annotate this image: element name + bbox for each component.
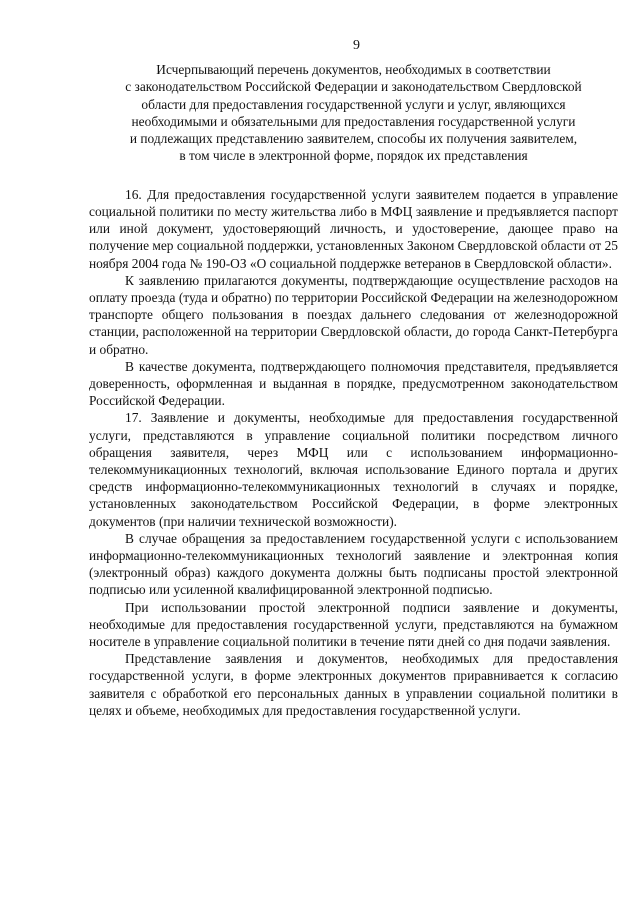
paragraph-representative: В качестве документа, подтверждающего полномочия представителя, предъявляется доверенность, оформленная и выданная в порядке, предусмотренном законодательством Российской Федерации. [89, 358, 618, 409]
heading-line: необходимыми и обязательными для предоставления государственной услуги [131, 113, 576, 129]
paragraph-personal-data-consent: Представление заявления и документов, необходимых для предоставления государственной услуги, в форме электронных документов приравнивается к согласию заявителя с обработкой его персональных данных в управлении социальной политики в целях и объеме, необходимых для предоставления государственной услуги. [89, 651, 618, 718]
paragraph-simple-signature: При использовании простой электронной подписи заявление и документы, необходимые для предоставления государственной услуги, представляются на бумажном носителе в управление социальной политики в течение пяти дней со дня подачи заявления. [89, 599, 618, 650]
paragraph-attachments: К заявлению прилагаются документы, подтверждающие осуществление расходов на оплату проезда (туда и обратно) по территории Российской Федерации на железнодорожном транспорте общего пользования в поездах дальнего следования от железнодорожной станции, расположенной на территории Свердловской области, до города Санкт-Петербурга и обратно. [89, 272, 618, 357]
paragraph-16: 16. Для предоставления государственной услуги заявителем подается в управление социальной политики по месту жительства либо в МФЦ заявление и предъявляется паспорт или иной документ, удостоверяющий личность, и удостоверение, дающее право на получение мер социальной поддержки, установленных Законом Свердловской области от 25 ноября 2004 года № 190-ОЗ «О социальной поддержке ветеранов в Свердловской области». [89, 186, 618, 271]
heading-line: с законодательством Российской Федерации и законодательством Свердловской [125, 79, 582, 95]
paragraph-electronic-signature: В случае обращения за предоставлением государственной услуги с использованием информационно-телекоммуникационных технологий заявление и электронная копия (электронный образ) каждого документа должны быть подписаны простой электронной подписью или усиленной квалифицированной электронной подписью. [89, 530, 618, 598]
heading-line: области для предоставления государственной услуги и услуг, являющихся [141, 96, 566, 112]
heading-line: и подлежащих представлению заявителем, способы их получения заявителем, [129, 131, 578, 147]
page-number: 9 [353, 38, 360, 53]
heading-line: в том числе в электронной форме, порядок их представления [179, 148, 528, 164]
heading-line: Исчерпывающий перечень документов, необходимых в соответствии [156, 62, 551, 77]
document-body [89, 186, 618, 719]
section-heading [89, 61, 618, 165]
paragraph-17: 17. Заявление и документы, необходимые для предоставления государственной услуги, представляются в управление социальной политики посредством личного обращения заявителя, через МФЦ или с использованием информационно-телекоммуникационных технологий, включая использование Единого портала и других средств информационно-телекоммуникационных технологий в случаях и порядке, установленных законодательством Российской Федерации, в форме электронных документов (при наличии технической возможности). [89, 410, 618, 529]
